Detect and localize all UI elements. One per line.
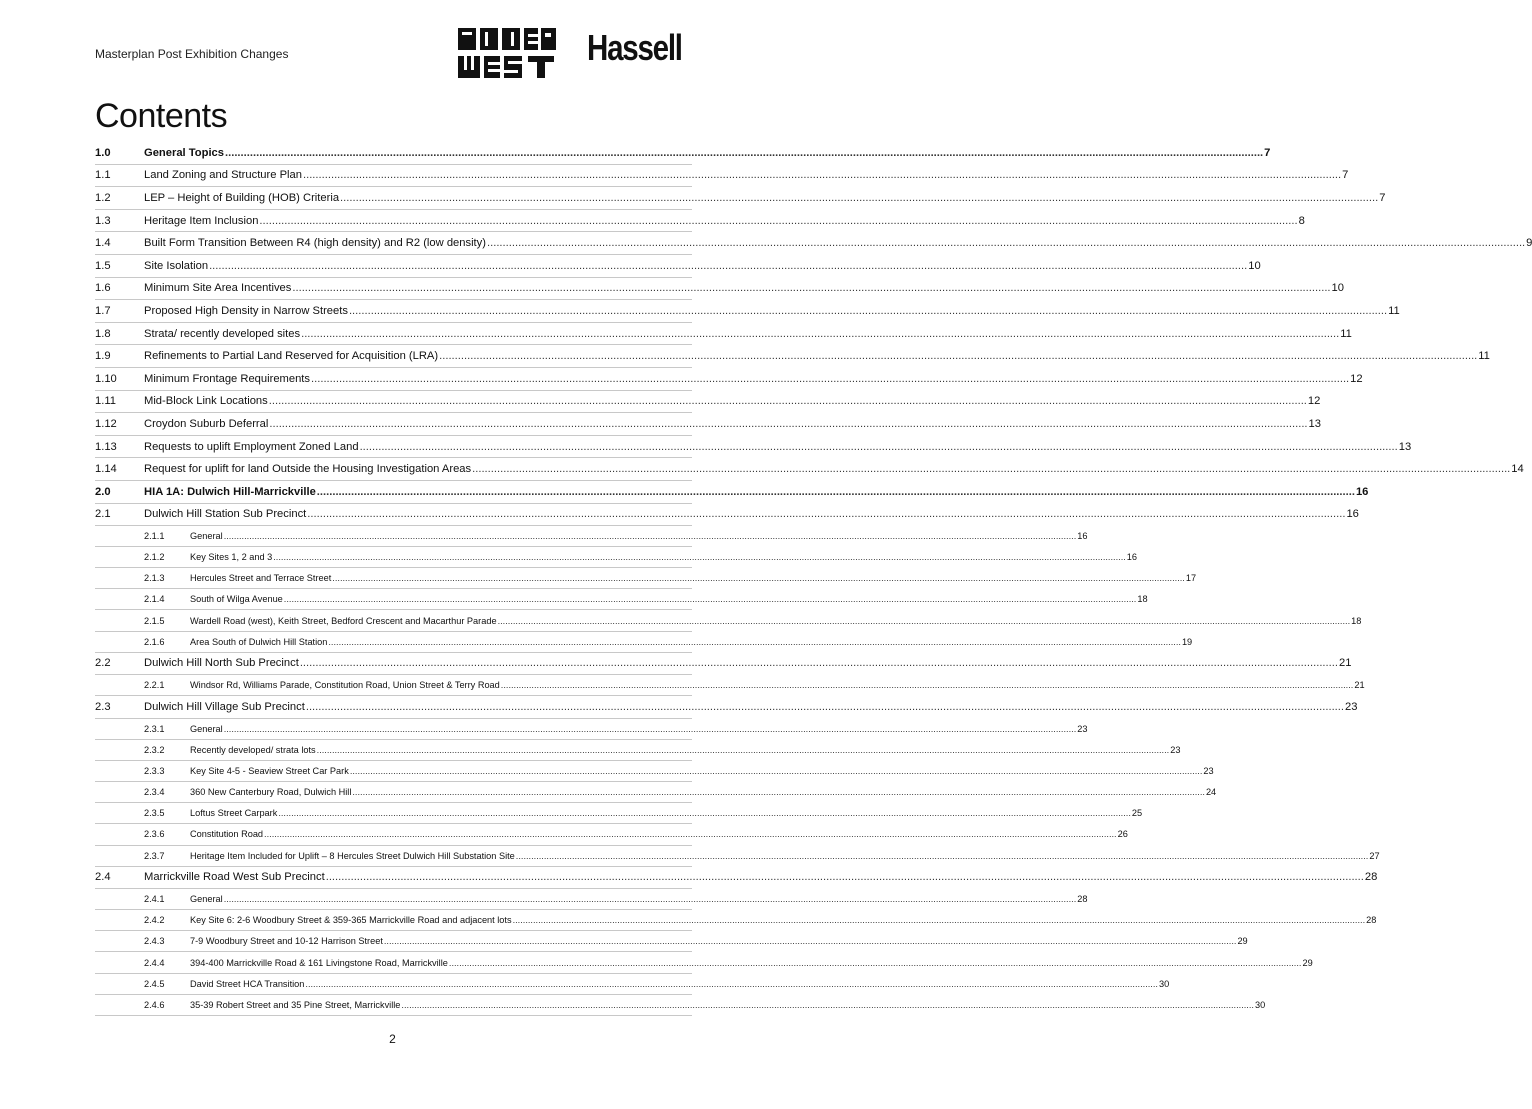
toc-entry-number: 1.13 (95, 440, 117, 453)
toc-entry-title[interactable]: Proposed High Density in Narrow Streets (144, 304, 348, 317)
toc-entry-number: 2.4.6 (144, 999, 165, 1010)
toc-entry[interactable] (95, 368, 1363, 391)
toc-entry-page: 16 (1126, 552, 1138, 563)
toc-entry-number: 1.1 (95, 169, 111, 182)
toc-entry[interactable] (95, 910, 1377, 931)
toc-entry-number: 1.12 (95, 417, 117, 430)
toc-entry-number: 2.3.3 (144, 766, 165, 777)
toc-entry-title[interactable]: LEP – Height of Building (HOB) Criteria (144, 191, 340, 204)
toc-leader-dots (306, 701, 1344, 713)
toc-leader-dots (284, 594, 1137, 604)
toc-entry[interactable] (95, 232, 1532, 255)
toc-entry-title[interactable]: Strata/ recently developed sites (144, 327, 301, 340)
toc-entry[interactable] (95, 458, 1524, 481)
toc-entry-title[interactable]: Area South of Dulwich Hill Station (190, 636, 328, 647)
toc-entry[interactable] (95, 481, 1369, 504)
toc-entry-page: 29 (1302, 957, 1313, 968)
toc-entry-page: 10 (1248, 259, 1261, 272)
toc-leader-dots (498, 616, 1351, 626)
toc-entry-title[interactable]: Minimum Frontage Requirements (144, 372, 311, 385)
toc-entry[interactable] (95, 300, 1400, 323)
toc-entry-number: 2.3.4 (144, 787, 165, 798)
toc-leader-dots (300, 657, 1338, 669)
toc-leader-dots (224, 894, 1077, 904)
toc-leader-dots (439, 350, 1477, 362)
toc-leader-dots (259, 215, 1297, 227)
toc-leader-dots (303, 169, 1341, 181)
toc-entry-number: 2.3.7 (144, 850, 165, 861)
toc-entry-title[interactable]: 360 New Canterbury Road, Dulwich Hill (190, 787, 352, 798)
toc-entry[interactable] (95, 632, 1193, 653)
table-of-contents (95, 142, 1532, 1016)
toc-entry[interactable] (95, 568, 1197, 589)
toc-entry[interactable] (95, 782, 1217, 803)
toc-entry-page: 23 (1345, 701, 1358, 714)
toc-entry-page: 18 (1351, 615, 1362, 626)
toc-leader-dots (516, 851, 1369, 861)
toc-entry-page: 10 (1331, 282, 1344, 295)
toc-entry-page: 18 (1137, 594, 1148, 605)
toc-entry-number: 2.1.1 (144, 531, 165, 542)
toc-entry-number: 2.1.3 (144, 573, 165, 584)
toc-entry-title[interactable]: Site Isolation (144, 259, 209, 272)
hassell-logo: Hassell (587, 27, 682, 68)
toc-entry-page: 11 (1478, 350, 1490, 363)
toc-leader-dots (307, 508, 1345, 520)
toc-entry-number: 2.3.6 (144, 829, 165, 840)
toc-leader-dots (328, 637, 1181, 647)
toc-leader-dots (472, 463, 1510, 475)
toc-entry-page: 7 (1379, 191, 1386, 204)
toc-entry[interactable] (95, 889, 1088, 910)
toc-entry[interactable] (95, 653, 1352, 676)
toc-entry-number: 2.4.1 (144, 894, 165, 905)
toc-leader-dots (401, 1000, 1254, 1010)
toc-leader-dots (352, 787, 1205, 797)
toc-entry-number: 2.4.4 (144, 957, 165, 968)
toc-entry-title[interactable]: Land Zoning and Structure Plan (144, 169, 302, 182)
toc-entry[interactable] (95, 187, 1386, 210)
toc-entry[interactable] (95, 278, 1344, 301)
toc-entry-title[interactable]: David Street HCA Transition (190, 978, 305, 989)
toc-entry-title[interactable]: Dulwich Hill North Sub Precinct (144, 657, 299, 670)
toc-leader-dots (278, 808, 1131, 818)
toc-entry-page: 24 (1205, 787, 1217, 798)
toc-entry-title[interactable]: Request for uplift for land Outside the Housing Investigation Areas (144, 463, 472, 476)
toc-entry-page: 12 (1350, 372, 1363, 385)
toc-entry-number: 2.3.1 (144, 723, 165, 734)
toc-entry-title[interactable]: Key Site 6: 2-6 Woodbury Street & 359-365 Marrickville Road and adjacent lots (190, 915, 512, 926)
toc-entry-number: 2.3.5 (144, 808, 165, 819)
toc-entry-number: 2.1.4 (144, 594, 165, 605)
toc-entry-title[interactable]: General (190, 894, 223, 905)
toc-entry[interactable] (95, 436, 1412, 459)
header-title: Masterplan Post Exhibition Changes (95, 47, 289, 61)
toc-leader-dots (326, 871, 1364, 883)
toc-entry-title[interactable]: HIA 1A: Dulwich Hill-Marrickville (144, 485, 316, 498)
toc-entry-title[interactable]: Marrickville Road West Sub Precinct (144, 871, 325, 884)
toc-leader-dots (349, 305, 1387, 317)
toc-entry[interactable] (95, 824, 1128, 845)
toc-leader-dots (209, 260, 1247, 272)
toc-entry-title[interactable]: Minimum Site Area Incentives (144, 282, 292, 295)
toc-entry-title[interactable]: Requests to uplift Employment Zoned Land (144, 440, 359, 453)
toc-entry-page: 7 (1264, 146, 1271, 159)
toc-leader-dots (332, 573, 1185, 583)
toc-entry-page: 13 (1398, 440, 1412, 453)
toc-entry-title[interactable]: Dulwich Hill Station Sub Precinct (144, 508, 307, 521)
toc-entry[interactable] (95, 803, 1143, 824)
toc-entry[interactable] (95, 610, 1362, 631)
toc-entry-title[interactable]: South of Wilga Avenue (190, 594, 283, 605)
toc-entry[interactable] (95, 952, 1313, 973)
toc-leader-dots (292, 282, 1330, 294)
toc-entry-number: 1.7 (95, 304, 111, 317)
toc-entry-number: 2.2 (95, 657, 111, 670)
toc-leader-dots (301, 328, 1339, 340)
toc-leader-dots (384, 936, 1237, 946)
toc-entry-number: 2.2.1 (144, 680, 165, 691)
toc-entry-number: 2.1 (95, 508, 111, 521)
toc-entry-page: 30 (1158, 978, 1170, 989)
toc-leader-dots (273, 552, 1126, 562)
toc-entry-title[interactable]: General (190, 723, 223, 734)
toc-entry-title[interactable]: Heritage Item Inclusion (144, 214, 259, 227)
toc-entry-title[interactable]: 35-39 Robert Street and 35 Pine Street, Marrickville (190, 999, 401, 1010)
toc-leader-dots (501, 680, 1354, 690)
toc-entry[interactable] (95, 547, 1138, 568)
toc-entry-title[interactable]: Wardell Road (west), Keith Street, Bedford Crescent and Macarthur Parade (190, 615, 497, 626)
toc-entry-number: 2.1.5 (144, 615, 165, 626)
toc-entry-page: 21 (1338, 657, 1352, 670)
toc-entry-number: 1.4 (95, 237, 111, 250)
toc-entry[interactable] (95, 142, 1271, 165)
toc-entry-page: 27 (1369, 850, 1380, 861)
toc-entry[interactable] (95, 210, 1305, 233)
toc-entry-number: 1.14 (95, 463, 117, 476)
toc-entry-number: 1.2 (95, 191, 111, 204)
toc-entry[interactable] (95, 391, 1321, 414)
toc-entry-page: 16 (1346, 508, 1359, 521)
toc-entry-page: 23 (1077, 723, 1088, 734)
toc-entry[interactable] (95, 719, 1088, 740)
toc-entry-page: 28 (1364, 871, 1378, 884)
toc-entry-page: 11 (1340, 327, 1352, 340)
toc-entry[interactable] (95, 696, 1358, 719)
toc-entry[interactable] (95, 974, 1170, 995)
toc-entry-number: 1.11 (95, 395, 116, 408)
toc-entry-page: 23 (1170, 745, 1181, 756)
toc-entry-title[interactable]: Refinements to Partial Land Reserved for Acquisition (LRA) (144, 350, 439, 363)
toc-entry-number: 2.4 (95, 871, 111, 884)
page-number: 2 (389, 1032, 396, 1046)
toc-entry-number: 1.8 (95, 327, 111, 340)
toc-entry-page: 11 (1388, 304, 1400, 317)
toc-entry-page: 29 (1237, 936, 1248, 947)
toc-entry-number: 2.4.2 (144, 915, 165, 926)
toc-entry-number: 2.0 (95, 485, 111, 498)
toc-entry-page: 26 (1117, 829, 1128, 840)
toc-entry-number: 1.10 (95, 372, 117, 385)
toc-leader-dots (269, 395, 1307, 407)
toc-entry-number: 2.4.3 (144, 936, 165, 947)
toc-leader-dots (360, 441, 1398, 453)
toc-entry-title[interactable]: General Topics (144, 146, 224, 159)
toc-entry[interactable] (95, 165, 1349, 188)
toc-entry[interactable] (95, 931, 1248, 952)
toc-leader-dots (350, 766, 1203, 776)
toc-entry-page: 28 (1077, 894, 1088, 905)
toc-leader-dots (264, 829, 1117, 839)
toc-entry[interactable] (95, 589, 1148, 610)
toc-entry-number: 1.3 (95, 214, 111, 227)
toc-entry-page: 23 (1203, 766, 1214, 777)
toc-entry-title[interactable]: 7-9 Woodbury Street and 10-12 Harrison Street (190, 936, 383, 947)
toc-entry-title[interactable]: Dulwich Hill Village Sub Precinct (144, 701, 305, 714)
toc-entry-title[interactable]: Constitution Road (190, 829, 264, 840)
toc-leader-dots (269, 418, 1307, 430)
toc-entry-title[interactable]: Windsor Rd, Williams Parade, Constitution Road, Union Street & Terry Road (190, 680, 500, 691)
toc-entry[interactable] (95, 995, 1266, 1016)
toc-entry-page: 25 (1131, 808, 1143, 819)
toc-entry-page: 21 (1354, 680, 1365, 691)
toc-leader-dots (224, 531, 1077, 541)
toc-entry-title[interactable]: Hercules Street and Terrace Street (190, 573, 332, 584)
toc-entry-page: 19 (1181, 636, 1193, 647)
toc-entry-number: 1.9 (95, 350, 111, 363)
inner-west-logo (456, 26, 558, 80)
toc-entry[interactable] (95, 526, 1088, 547)
toc-leader-dots (449, 958, 1302, 968)
toc-entry-title[interactable]: Key Site 4-5 - Seaview Street Car Park (190, 766, 349, 777)
page-title: Contents (95, 97, 228, 135)
toc-entry[interactable] (95, 504, 1359, 527)
toc-leader-dots (225, 147, 1263, 159)
toc-entry-number: 2.3.2 (144, 745, 165, 756)
toc-entry-page: 13 (1308, 417, 1321, 430)
toc-entry[interactable] (95, 255, 1261, 278)
toc-entry[interactable] (95, 345, 1490, 368)
toc-entry-title[interactable]: Mid-Block Link Locations (144, 395, 268, 408)
toc-entry[interactable] (95, 761, 1214, 782)
toc-entry-number: 1.5 (95, 259, 111, 272)
toc-entry-title[interactable]: Built Form Transition Between R4 (high density) and R2 (low density) (144, 237, 486, 250)
toc-entry[interactable] (95, 413, 1321, 436)
toc-entry-page: 7 (1342, 169, 1349, 182)
toc-entry-number: 2.1.2 (144, 552, 165, 563)
toc-entry-page: 17 (1185, 573, 1197, 584)
toc-leader-dots (224, 724, 1077, 734)
toc-entry-title[interactable]: Recently developed/ strata lots (190, 745, 316, 756)
toc-entry-title[interactable]: Croydon Suburb Deferral (144, 417, 269, 430)
toc-entry[interactable] (95, 323, 1352, 346)
toc-leader-dots (317, 745, 1170, 755)
toc-entry-page: 14 (1511, 463, 1524, 476)
toc-entry-title[interactable]: General (190, 531, 223, 542)
toc-entry-page: 8 (1298, 214, 1305, 227)
toc-entry-number: 2.3 (95, 701, 111, 714)
toc-entry-page: 16 (1355, 485, 1369, 498)
toc-entry[interactable] (95, 867, 1378, 890)
toc-entry-number: 1.6 (95, 282, 111, 295)
toc-entry-number: 1.0 (95, 146, 111, 159)
toc-leader-dots (305, 979, 1158, 989)
toc-entry[interactable] (95, 846, 1380, 867)
toc-entry-title[interactable]: Loftus Street Carpark (190, 808, 278, 819)
toc-entry-page: 16 (1077, 531, 1088, 542)
toc-leader-dots (487, 237, 1525, 249)
toc-entry[interactable] (95, 740, 1181, 761)
toc-entry[interactable] (95, 675, 1365, 696)
toc-entry-title[interactable]: Key Sites 1, 2 and 3 (190, 552, 273, 563)
toc-entry-title[interactable]: 394-400 Marrickville Road & 161 Livingstone Road, Marrickville (190, 957, 448, 968)
toc-entry-number: 2.1.6 (144, 636, 165, 647)
toc-entry-number: 2.4.5 (144, 978, 165, 989)
toc-entry-page: 9 (1526, 237, 1532, 250)
toc-entry-page: 28 (1366, 915, 1377, 926)
toc-entry-page: 30 (1254, 999, 1266, 1010)
toc-leader-dots (311, 373, 1349, 385)
toc-leader-dots (513, 915, 1366, 925)
toc-entry-title[interactable]: Heritage Item Included for Uplift – 8 Hercules Street Dulwich Hill Substation Site (190, 850, 515, 861)
toc-leader-dots (317, 486, 1355, 498)
toc-leader-dots (340, 192, 1378, 204)
toc-entry-page: 12 (1307, 395, 1321, 408)
